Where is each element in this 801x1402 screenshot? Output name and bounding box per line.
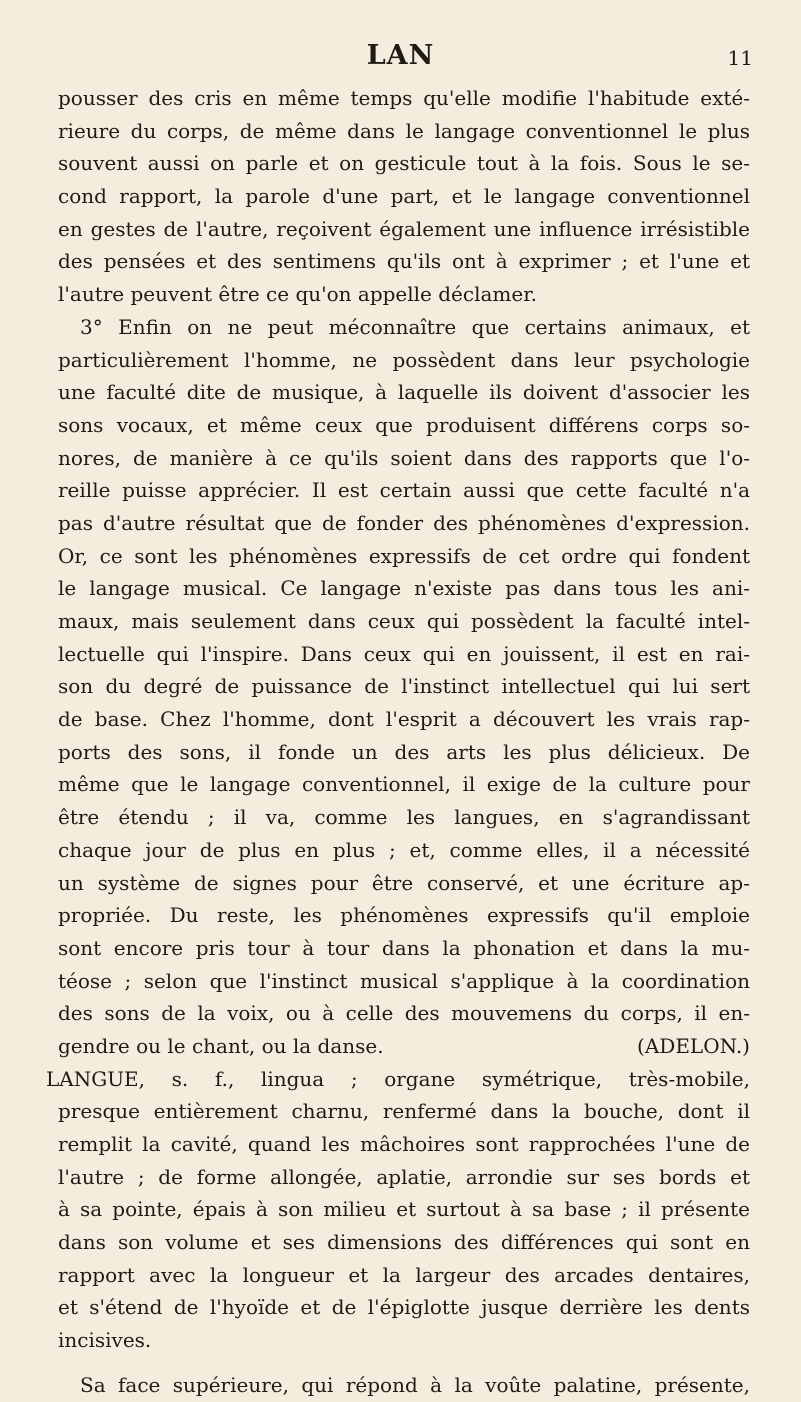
text-line: pousser des cris en même temps qu'elle modifie l'habitude exté- bbox=[58, 86, 750, 110]
page-body bbox=[46, 82, 750, 1402]
text-line: souvent aussi on parle et on gesticule tout à la fois. Sous le se- bbox=[58, 151, 750, 176]
text-line: presque entièrement charnu, renfermé dans la bouche, dont il bbox=[58, 1099, 750, 1124]
text-line: maux, mais seulement dans ceux qui possèdent la faculté intel- bbox=[58, 609, 750, 633]
text-line: ports des sons, il fonde un des arts les plus délicieux. De bbox=[58, 739, 750, 764]
text-line: sons vocaux, et même ceux que produisent différens corps so- bbox=[58, 412, 750, 437]
text-line: à sa pointe, épais à son milieu et surtout à sa base ; il présente bbox=[58, 1197, 750, 1222]
text-line: gendre ou le chant, ou la danse. bbox=[58, 1033, 384, 1058]
text-line: des sons de la voix, ou à celle des mouvemens du corps, il en- bbox=[58, 1001, 750, 1026]
running-head: LAN bbox=[366, 40, 435, 71]
text-line: le langage musical. Ce langage n'existe pas dans tous les ani- bbox=[58, 576, 750, 601]
text-line: être étendu ; il va, comme les langues, en s'agrandissant bbox=[58, 805, 750, 830]
text-line: et s'étend de l'hyoïde et de l'épiglotte jusque derrière les dents bbox=[58, 1295, 750, 1320]
text-line: en gestes de l'autre, reçoivent également une influence irrésistible bbox=[58, 216, 750, 241]
text-line: de base. Chez l'homme, dont l'esprit a découvert les vrais rap- bbox=[58, 707, 750, 732]
entry-headword-line: LANGUE, s. f., lingua ; organe symétrique, très-mobile, bbox=[46, 1066, 750, 1091]
text-line: téose ; selon que l'instinct musical s'applique à la coordination bbox=[58, 968, 750, 993]
text-line: dans son volume et ses dimensions des différences qui sont en bbox=[58, 1230, 750, 1255]
text-line: nores, de manière à ce qu'ils soient dans des rapports que l'o- bbox=[58, 445, 750, 470]
text-line: particulièrement l'homme, ne possèdent dans leur psychologie bbox=[58, 347, 750, 372]
text-line: des pensées et des sentimens qu'ils ont à exprimer ; et l'une et bbox=[58, 249, 750, 274]
text-line: Sa face supérieure, qui répond à la voûte palatine, présente, bbox=[80, 1372, 750, 1397]
text-line: sont encore pris tour à tour dans la phonation et dans la mu- bbox=[58, 935, 750, 960]
text-line: chaque jour de plus en plus ; et, comme elles, il a nécessité bbox=[58, 837, 750, 862]
text-line: incisives. bbox=[58, 1328, 152, 1353]
page-header bbox=[0, 40, 801, 82]
text-line: même que le langage conventionnel, il exige de la culture pour bbox=[58, 772, 750, 797]
text-line: remplit la cavité, quand les mâchoires sont rapprochées l'une de bbox=[58, 1132, 750, 1156]
text-line: l'autre peuvent être ce qu'on appelle déclamer. bbox=[58, 282, 537, 307]
text-line: une faculté dite de musique, à laquelle ils doivent d'associer les bbox=[58, 380, 750, 405]
author-signature: (ADELON.) bbox=[637, 1033, 750, 1058]
text-line: reille puisse apprécier. Il est certain aussi que cette faculté n'a bbox=[58, 478, 750, 503]
text-line: 3° Enfin on ne peut méconnaître que certains animaux, et bbox=[80, 314, 750, 339]
text-line: pas d'autre résultat que de fonder des phénomènes d'expression. bbox=[58, 510, 750, 535]
text-line: l'autre ; de forme allongée, aplatie, arrondie sur ses bords et bbox=[58, 1164, 750, 1189]
page-number: 11 bbox=[727, 46, 753, 70]
text-line: rieure du corps, de même dans le langage conventionnel le plus bbox=[58, 118, 750, 143]
text-line: propriée. Du reste, les phénomènes expressifs qu'il emploie bbox=[58, 903, 750, 928]
text-line: cond rapport, la parole d'une part, et le langage conventionnel bbox=[58, 184, 750, 209]
text-line: rapport avec la longueur et la largeur des arcades dentaires, bbox=[58, 1262, 750, 1287]
text-line: lectuelle qui l'inspire. Dans ceux qui en jouissent, il est en rai- bbox=[58, 641, 750, 666]
text-line: Or, ce sont les phénomènes expressifs de cet ordre qui fondent bbox=[58, 543, 750, 568]
text-line: son du degré de puissance de l'instinct intellectuel qui lui sert bbox=[58, 674, 750, 699]
text-line: un système de signes pour être conservé, et une écriture ap- bbox=[58, 870, 750, 895]
